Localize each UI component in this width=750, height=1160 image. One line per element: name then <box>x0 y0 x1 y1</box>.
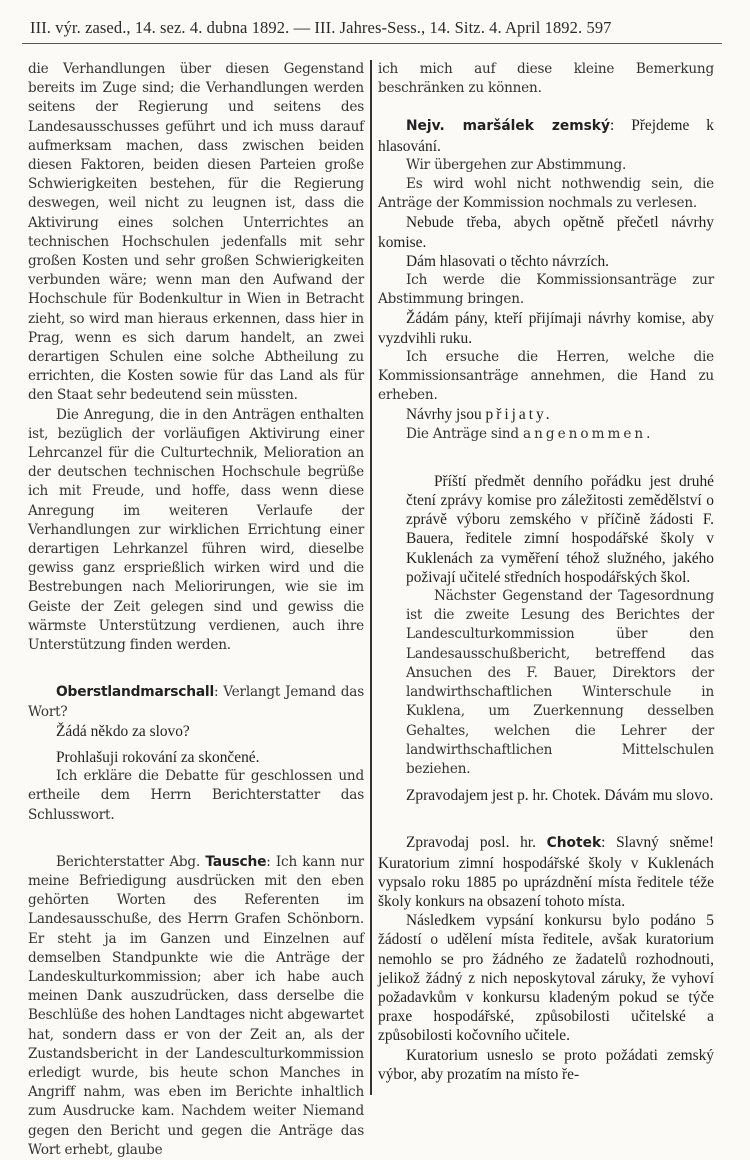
speaker-name: Chotek <box>546 835 602 852</box>
paragraph <box>378 425 714 444</box>
paragraph: Dám hlasovati o těchto návrzích. <box>406 252 610 270</box>
speaker-name: Nejv. maršálek zemský <box>406 118 610 135</box>
speaker-prefix: Zpravodaj posl. hr. <box>406 834 547 852</box>
right-column <box>378 60 714 1084</box>
text: Die Anträge sind <box>406 425 524 442</box>
paragraph: Ich ersuche die Herren, welche die Kommissionsanträge annehmen, die Hand zu erheben. <box>378 348 714 404</box>
speaker-text: : Přejdeme k hlasování. <box>378 117 714 155</box>
speaker-paragraph <box>378 116 714 155</box>
text: Návrhy jsou <box>406 406 486 424</box>
page-number: 597 <box>586 18 612 37</box>
speaker-prefix: Berichterstatter Abg. <box>56 853 206 870</box>
column-divider <box>370 60 372 1095</box>
speaker-paragraph <box>378 833 714 911</box>
header-czech: III. výr. zased., 14. sez. 4. dubna 1892. <box>30 18 290 37</box>
paragraph: Ich werde die Kommissionsanträge zur Abstimmung bringen. <box>378 272 714 308</box>
speaker-name: Oberstlandmarschall <box>56 684 214 701</box>
emphasis: angenommen. <box>523 425 654 442</box>
speaker-text: : Slavný sněme! Kuratorium zimní hospodářské školy v Kuklenách vypsalo roku 1885 po uprázdnění místa ředitele téže školy konkurs na obsazení tohoto místa. <box>378 834 714 910</box>
paragraph: Prohlašuji rokování za skončené. <box>56 748 260 766</box>
left-column <box>28 60 364 1160</box>
emphasis: přijaty. <box>485 406 553 424</box>
paragraph: Nächster Gegenstand der Tagesordnung ist die zweite Lesung des Berichtes der Landesculturkommission über den Landesausschußbericht, betreffend das Ansuchen des F. Bauer, Direktors der landwirthschaftlichen Winterschule in Kuklena, um Zuerkennung desselben Gehaltes, welchen die Lehrer der landwirthschaftlichen Mittelschulen beziehen. <box>406 588 714 777</box>
paragraph: Nebude třeba, abych opětně přečetl návrhy komise. <box>378 214 714 251</box>
paragraph: Žádá někdo za slovo? <box>56 722 190 740</box>
paragraph: ich mich auf diese kleine Bemerkung beschränken zu können. <box>378 61 714 97</box>
header-rule <box>22 43 722 44</box>
paragraph: Ich erkläre die Debatte für geschlossen und ertheile dem Herrn Berichterstatter das Schlusswort. <box>28 768 364 823</box>
header-german: III. Jahres-Sess., 14. Sitz. 4. April 1892. <box>314 18 583 37</box>
paragraph: Die Anregung, die in den Anträgen enthalten ist, bezüglich der vorläufigen Aktivirung einer Lehrcanzel für die Culturtechnik, Melioration an der deutschen technischen Hochschule begrüße ich mit Freude, und hoffe, dass wenn diese Anregung im weiteren Verlaufe der Verhandlungen zur wirklichen Errichtung einer derartigen Lehrkanzel führen wird, dieselbe gewiss ganz ersprießlich wirken wird und die Bestrebungen nach Meliorirungen, wie sie im Geiste der Zeit gelegen sind und gewiss die wärmste Unterstützung verdienen, auch ihre Unterstützung finden werden. <box>28 406 364 654</box>
paragraph: die Verhandlungen über diesen Gegenstand bereits im Zuge sind; die Verhandlungen werden seitens der Regierung und seitens des Landesausschusses geführt und ich muss darauf aufmerksam machen, dass zwischen beiden diesen Faktoren, beiden diesen Parteien große Schwierigkeiten bestehen, für die Regierung deswegen, weil nicht zu leugnen ist, dass die Aktivirung eines solchen Unterrichtes an technischen Hochschulen jedenfalls mit sehr großen Kosten und sehr großen Schwierigkeiten verbunden wäre; wenn man den Aufwand der Hochschule für Bodenkultur in Wien in Betracht zieht, so wird man hieraus erkennen, dass hier in Prag, wenn es sich darum handelt, an zwei derartigen Schulen eine solche Abtheilung zu errichten, die Kosten sowie für das Land als für den Staat sehr bedeutend sein müssten. <box>28 61 364 404</box>
paragraph: Žádám pány, kteří přijímaji návrhy komise, aby vyzdvihli ruku. <box>378 310 714 347</box>
paragraph: Wir übergehen zur Abstimmung. <box>406 156 627 173</box>
paragraph: Následkem vypsání konkursu bylo podáno 5 žádostí o udělení místa ředitele, avšak kuratorium nemohlo se pro žádného ze žadatelů rozhodnouti, jelikož žádný z nich neposkytoval záruky, že vyhoví požadavkům v konkursu kladeným pokud se týče praxe hospodářské, způsobilosti učitelské a způsobilosti kočovního učitele. <box>378 912 714 1045</box>
paragraph: Příští předmět denního pořádku jest druhé čtení zprávy komise pro záležitosti zemědělství o zprávě výboru zemského v příčině žádosti F. Bauera, ředitele zimní hospodářské školy v Kuklenách za vyměření téhož služného, jakého poživají učitelé středních hospodářských škol. <box>406 472 714 586</box>
paragraph: Zpravodajem jest p. hr. Chotek. Dávám mu slovo. <box>406 787 714 805</box>
header-dash: — <box>293 18 311 37</box>
speaker-paragraph <box>28 683 364 721</box>
speaker-text: : Verlangt Jemand das Wort? <box>28 684 364 720</box>
speaker-name: Tausche <box>205 853 267 870</box>
paragraph: Es wird wohl nicht nothwendig sein, die Anträge der Kommission nochmals zu verlesen. <box>378 176 714 212</box>
speaker-paragraph <box>28 853 364 1160</box>
paragraph <box>378 405 714 424</box>
running-header <box>30 18 720 38</box>
paragraph: Kuratorium usneslo se proto požádati zemský výbor, aby prozatím na místo ře- <box>378 1046 714 1083</box>
speaker-text: : Ich kann nur meine Befriedigung ausdrücken mit den eben gehörten Worten des Referenten im Landesausschuße, des Herrn Grafen Schönborn. Er steht ja im Ganzen und Einzelnen auf demselben Standpunkte wie die Anträge der Landeskulturkommission; aber ich habe auch meinen Dank auszudrücken, dass derselbe die Beschlüße des hohen Landtages nicht abgewartet hat, sondern dass er von der Zeit an, als der Zustandsbericht in der Landesculturkommission erledigt wurde, bis heute schon Manches in Angriff nahm, was eben im Berichte inhaltlich zum Ausdrucke kam. Nachdem weiter Niemand gegen den Bericht und gegen die Anträge das Wort erhebt, glaube <box>28 853 364 1158</box>
